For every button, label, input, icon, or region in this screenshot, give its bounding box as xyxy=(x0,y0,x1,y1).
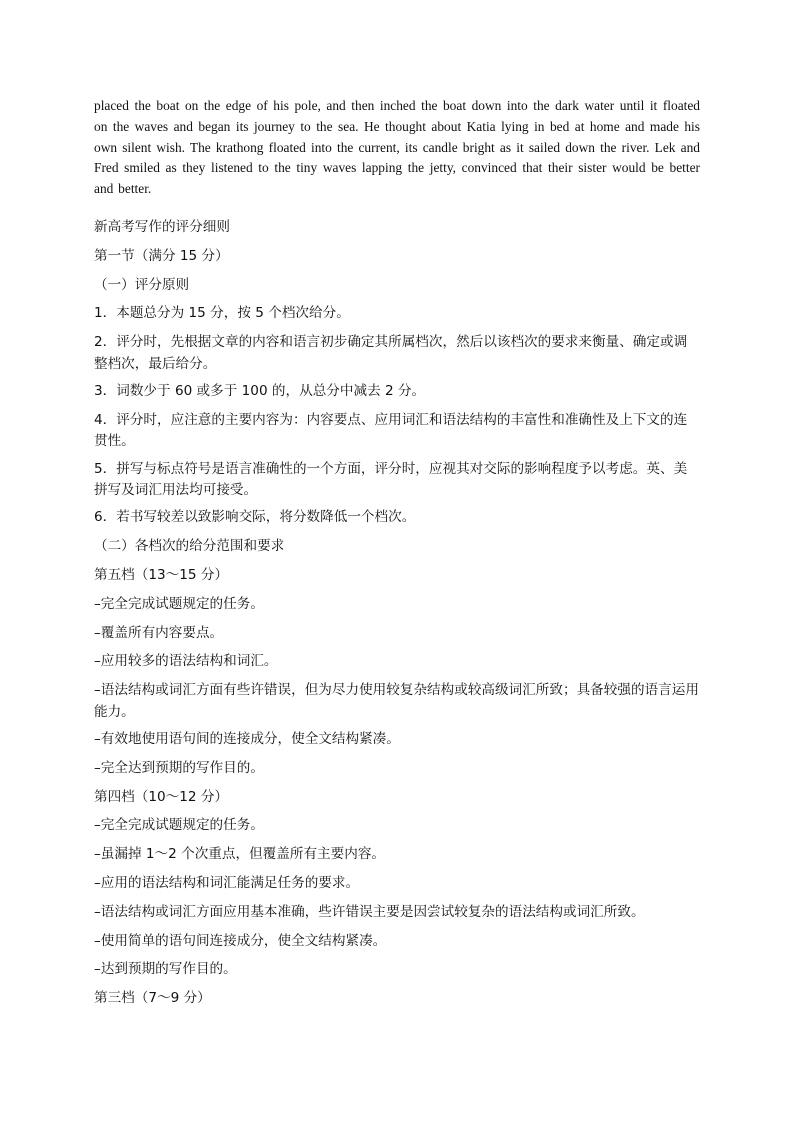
level-item: –完全完成试题规定的任务。 xyxy=(94,817,264,834)
principle-item: 6．若书写较差以致影响交际，将分数降低一个档次。 xyxy=(94,509,416,526)
level-item: –完全达到预期的写作目的。 xyxy=(94,759,264,776)
level-item: –达到预期的写作目的。 xyxy=(94,961,237,978)
level-item: –有效地使用语句间的连接成分，使全文结构紧凑。 xyxy=(94,730,400,747)
level-item: –语法结构或词汇方面应用基本准确，些许错误主要是因尝试较复杂的语法结构或词汇所致。 xyxy=(94,903,645,920)
level-item: –覆盖所有内容要点。 xyxy=(94,624,224,641)
rubric-title: 新高考写作的评分细则 xyxy=(94,218,230,235)
principle-item: 5．拼写与标点符号是语言准确性的一个方面，评分时，应视其对交际的影响程度予以考虑。英、美拼写及词汇用法均可接受。 xyxy=(94,460,688,499)
rubric-section xyxy=(94,217,700,1008)
principle-item: 2．评分时，先根据文章的内容和语言初步确定其所属档次，然后以该档次的要求来衡量、确定或调整档次，最后给分。 xyxy=(94,334,688,372)
levels-heading: （二）各档次的给分范围和要求 xyxy=(94,538,285,555)
level-item: –使用简单的语句间连接成分，使全文结构紧凑。 xyxy=(94,932,387,949)
level-item: –语法结构或词汇方面有些许错误，但为尽力使用较复杂结构或较高级词汇所致；具备较强的语言运用能力。 xyxy=(94,682,699,720)
level-item: –虽漏掉 1～2 个次重点，但覆盖所有主要内容。 xyxy=(94,846,386,863)
principle-item: 3．词数少于 60 或多于 100 的，从总分中减去 2 分。 xyxy=(94,382,426,399)
document-page xyxy=(94,96,700,1017)
level-item: –完全完成试题规定的任务。 xyxy=(94,595,264,612)
story-paragraph: placed the boat on the edge of his pole, and then inched the boat down into the dark water until it floated on the waves and began its journey to the sea. He thought about Katia lying in bed at home and made his own silent wish. The krathong floated into the current, its candle bright as it sailed down the river. Lek and Fred smiled as they listened to the tiny waves lapping the jetty, convinced that their sister would be better and better. xyxy=(94,98,700,197)
level-item: –应用的语法结构和词汇能满足任务的要求。 xyxy=(94,874,360,891)
section-heading: 第一节（满分 15 分） xyxy=(94,247,229,264)
principle-item: 1．本题总分为 15 分，按 5 个档次给分。 xyxy=(94,305,350,322)
principles-heading: （一）评分原则 xyxy=(94,276,190,293)
level-title: 第四档（10～12 分） xyxy=(94,788,229,805)
level-title: 第三档（7～9 分） xyxy=(94,990,211,1007)
principle-item: 4．评分时，应注意的主要内容为：内容要点、应用词汇和语法结构的丰富性和准确性及上下文的连贯性。 xyxy=(94,411,688,450)
level-title: 第五档（13～15 分） xyxy=(94,566,229,583)
level-item: –应用较多的语法结构和词汇。 xyxy=(94,653,278,670)
